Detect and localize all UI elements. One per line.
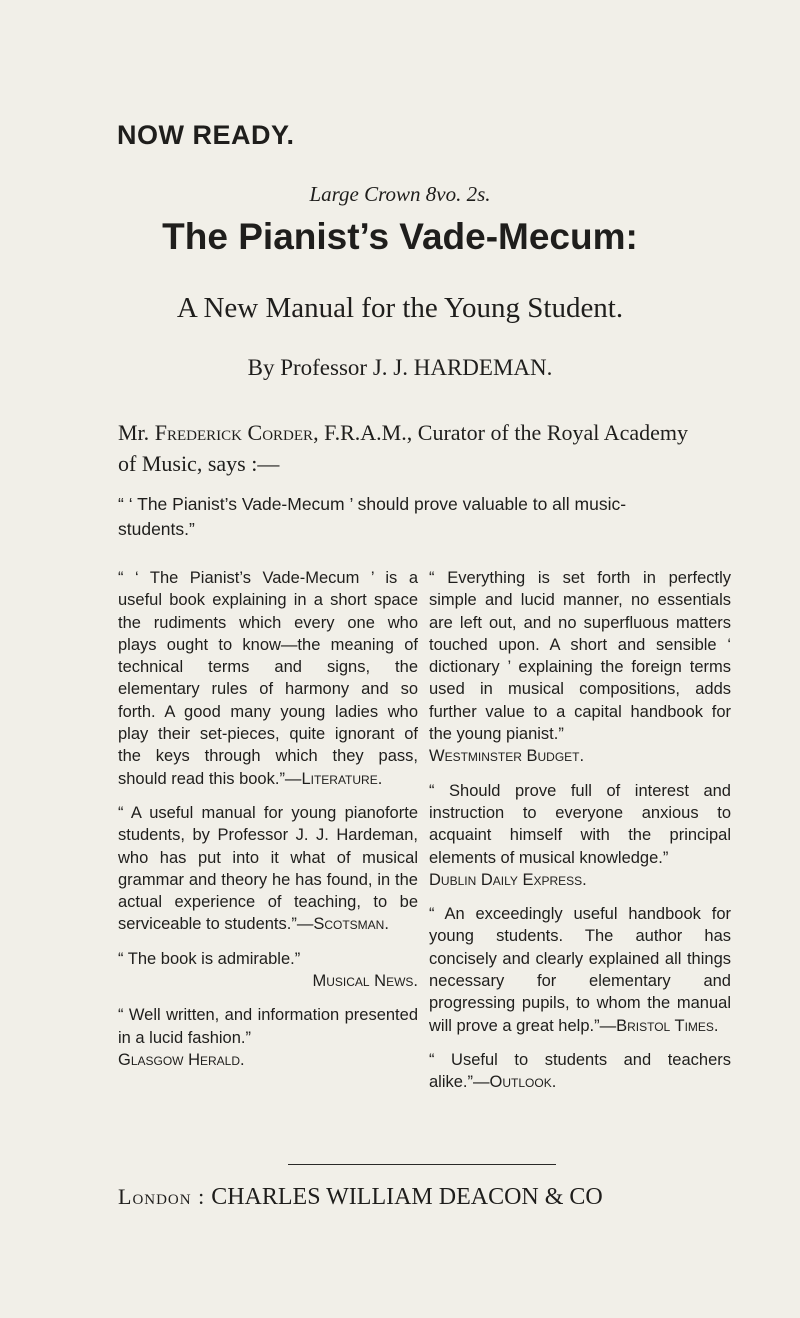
review-literature — [118, 567, 418, 790]
review-text: “ An exceedingly useful handbook for young students. The author has concisely and clearly explained all things necessary for elementary and progressing pupils, to whom the manual will prove a great help.”— — [429, 905, 731, 1035]
book-author: By Professor J. J. HARDEMAN. — [247, 355, 553, 380]
intro-name: Frederick Corder — [154, 420, 314, 445]
review-text: “ Everything is set forth in perfectly simple and lucid manner, no essentials are left out, and no superfluous matters touched upon. A short and sensible ‘ dictionary ’ explaining the foreign terms used in musical compositions, adds further value to a capital handbook for the young pianist.” — [429, 569, 731, 744]
right-review-column — [429, 567, 731, 1106]
intro-text: , F.R.A.M., Curator of the Royal Academy of Music, says :— — [118, 420, 689, 476]
review-text: “ Well written, and information presented in a lucid fashion.” — [118, 1006, 418, 1047]
review-source: Bristol Times. — [616, 1016, 719, 1035]
review-outlook — [429, 1049, 731, 1094]
review-source: Outlook. — [489, 1073, 557, 1092]
book-title: The Pianist’s Vade-Mecum: — [162, 216, 638, 257]
review-source: Glasgow Herald. — [118, 1050, 245, 1069]
review-bristol-times — [429, 903, 731, 1037]
book-subtitle: A New Manual for the Young Student. — [176, 292, 624, 324]
review-text: “ Should prove full of interest and instruction to everyone anxious to acquaint himself with the principal elements of musical knowledge.” — [429, 781, 731, 867]
review-dublin-daily-express — [429, 780, 731, 891]
review-source: Literature. — [301, 769, 383, 788]
review-musical-news — [118, 948, 418, 993]
review-glasgow-herald — [118, 1004, 418, 1071]
review-text: “ Useful to students and teachers alike.”— — [429, 1050, 731, 1092]
now-ready-heading: NOW READY. — [117, 120, 295, 150]
review-source: Dublin Daily Express. — [429, 870, 587, 889]
main-quote: “ ‘ The Pianist’s Vade-Mecum ’ should prove valuable to all music-students.” — [118, 494, 627, 539]
review-source: Scotsman. — [313, 915, 389, 934]
intro-paragraph — [118, 417, 688, 479]
review-source: Musical News. — [312, 972, 418, 991]
footer-publisher: CHARLES WILLIAM DEACON & CO — [211, 1184, 603, 1210]
review-text: “ ‘ The Pianist’s Vade-Mecum ’ is a useful book explaining in a short space the rudiments which every one who plays ought to know—the meaning of technical terms and signs, the elementary rules of harmony and so forth. A good many young ladies who play their set-pieces, quite ignorant of the keys through which they pass, should read this book.”— — [118, 569, 418, 788]
review-text: “ A useful manual for young pianoforte students, by Professor J. J. Hardeman, who has put into it what of musical grammar and theory he has found, in the actual experience of teaching, to be serviceable to students.”— — [118, 803, 418, 934]
intro-prefix: Mr. — [118, 420, 150, 445]
book-format: Large Crown 8vo. 2s. — [309, 182, 491, 206]
review-text: “ The book is admirable.” — [118, 949, 301, 968]
review-source: Westminster Budget. — [429, 747, 585, 766]
review-scotsman — [118, 802, 418, 936]
review-westminster-budget — [429, 567, 731, 768]
footer-place: London : — [118, 1184, 206, 1209]
divider-rule — [288, 1164, 556, 1165]
left-review-column — [118, 567, 418, 1083]
publisher-footer — [118, 1184, 758, 1211]
